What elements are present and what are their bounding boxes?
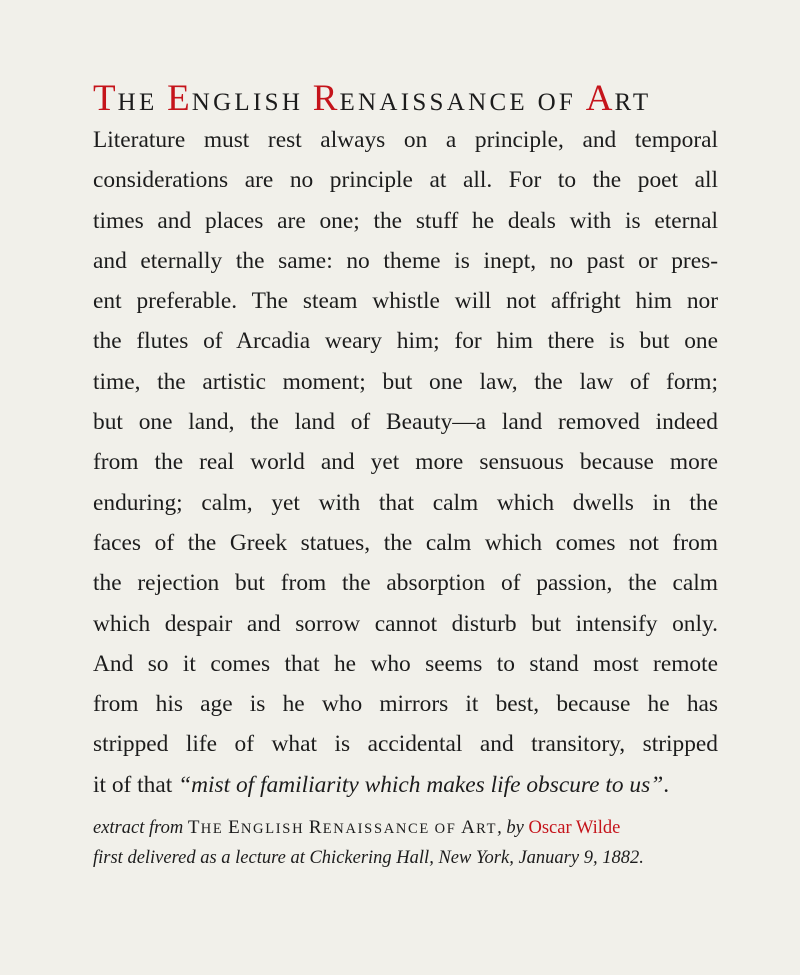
page	[93, 78, 718, 873]
body-line: time, the artistic moment; but one law, the law of form;	[93, 368, 718, 395]
lecture-note: first delivered as a lecture at Chickering Hall, New York, January 9, 1882.	[93, 848, 644, 869]
body-line: ent preferable. The steam whistle will not affright him nor	[93, 288, 718, 315]
title-word: ENGLISH	[167, 78, 304, 119]
body-line: and eternally the same: no theme is inept, no past or pres-	[93, 247, 718, 274]
author-name: Oscar Wilde	[528, 818, 621, 839]
attribution	[93, 813, 718, 873]
body-line: stripped life of what is accidental and transitory, stripped	[93, 731, 718, 758]
body-text	[93, 120, 718, 805]
title-word: THE	[93, 78, 158, 119]
body-line: enduring; calm, yet with that calm which dwells in the	[93, 489, 718, 516]
body-line: which despair and sorrow cannot disturb but intensify only.	[93, 610, 718, 637]
body-line: from his age is he who mirrors it best, because he has	[93, 691, 718, 718]
title-word: ART	[585, 78, 652, 119]
body-line: but one land, the land of Beauty—a land removed indeed	[93, 409, 718, 436]
title-word: OF	[537, 89, 577, 116]
work-title: THE ENGLISH RENAISSANCE OF ART	[187, 817, 498, 839]
body-line-last: it of that “mist of familiarity which makes life obscure to us”.	[93, 771, 670, 798]
page-title	[93, 78, 718, 120]
body-line: from the real world and yet more sensuous because more	[93, 449, 718, 476]
body-line: And so it comes that he who seems to stand most remote	[93, 650, 718, 677]
body-line: the rejection but from the absorption of passion, the calm	[93, 570, 718, 597]
body-line: faces of the Greek statues, the calm which comes not from	[93, 529, 718, 556]
body-line: Literature must rest always on a principle, and temporal	[93, 127, 718, 153]
attribution-line: extract from THE ENGLISH RENAISSANCE OF ART, by Oscar Wilde	[93, 817, 621, 839]
title-word: RENAISSANCE	[312, 78, 529, 119]
body-line: the flutes of Arcadia weary him; for him there is but one	[93, 328, 718, 355]
body-line: considerations are no principle at all. For to the poet all	[93, 167, 718, 194]
body-line: times and places are one; the stuff he deals with is eternal	[93, 207, 718, 234]
quoted-phrase: “mist of familiarity which makes life obscure to us”	[178, 771, 664, 798]
